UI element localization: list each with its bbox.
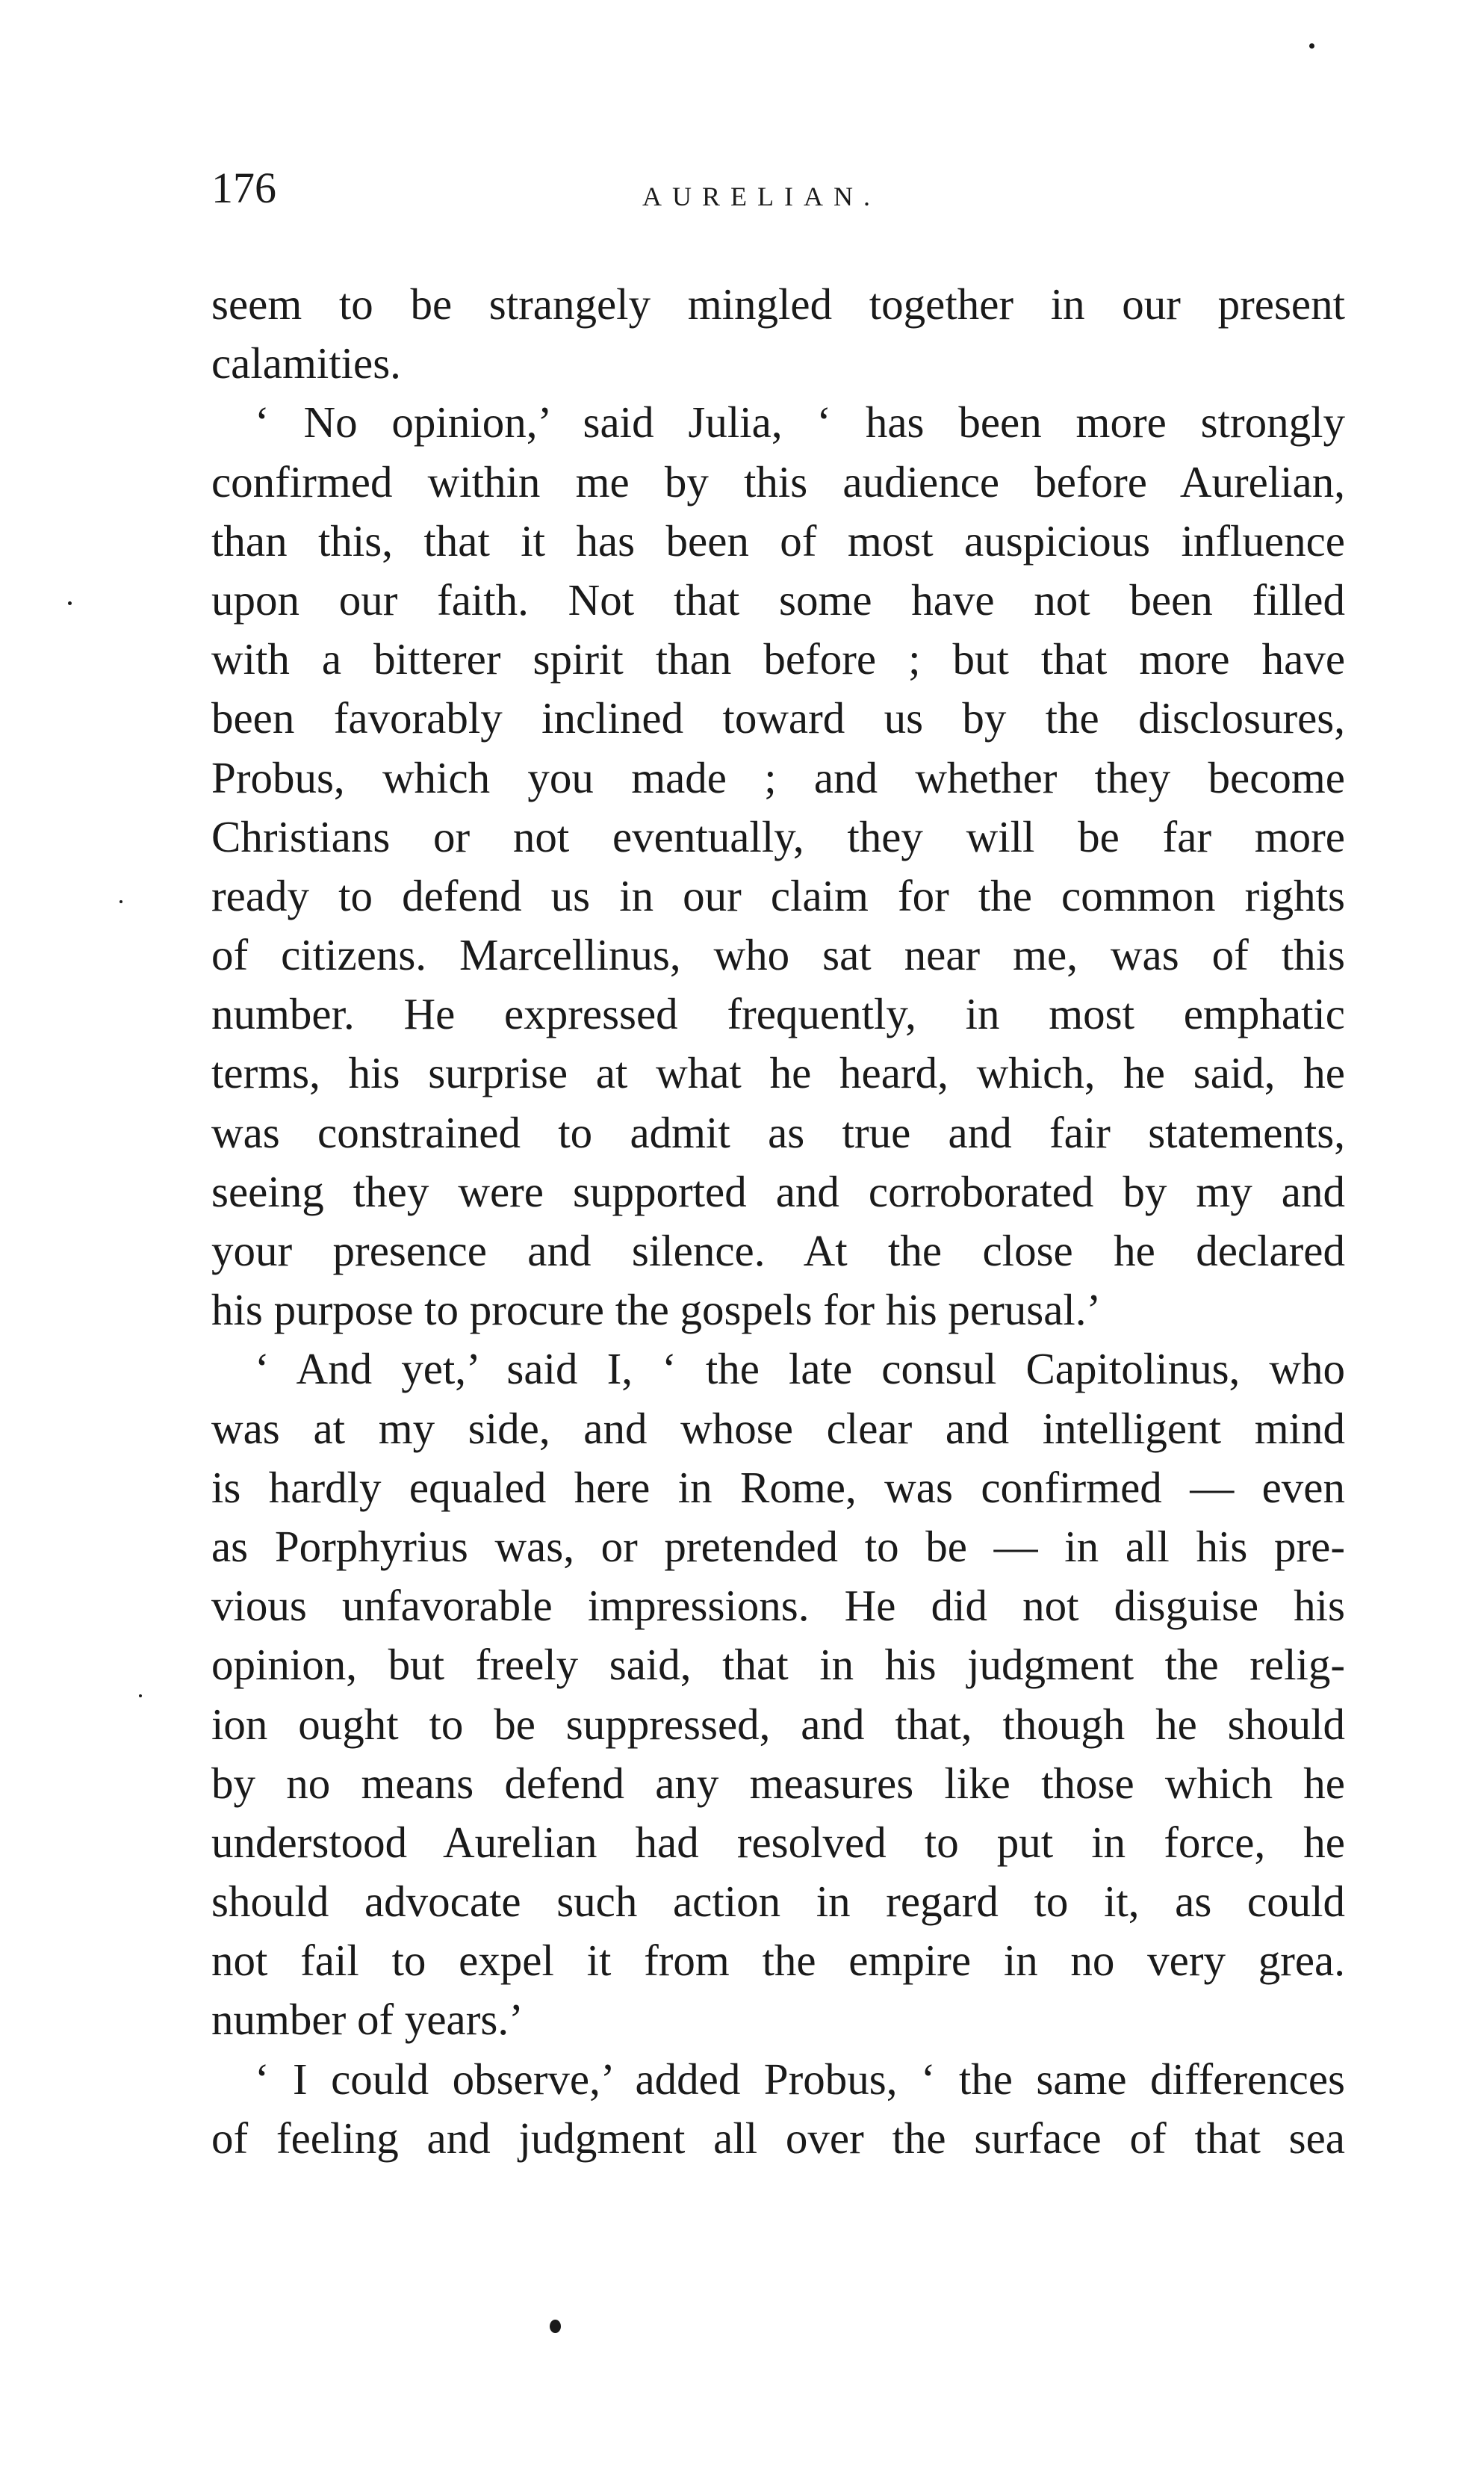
- text-line: number. He expressed frequently, in most emphatic: [211, 989, 1345, 1039]
- text-line: was at my side, and whose clear and intelligent mind: [211, 1403, 1345, 1453]
- text-line: his purpose to procure the gospels for his perusal.’: [211, 1285, 1102, 1335]
- text-line: as Porphyrius was, or pretended to be — in all his pre-: [211, 1521, 1345, 1571]
- scan-speck: [68, 601, 72, 605]
- text-line: ‘ And yet,’ said I, ‘ the late consul Capitolinus, who: [255, 1344, 1345, 1394]
- text-line: not fail to expel it from the empire in no very grea.: [211, 1936, 1345, 1986]
- text-line: should advocate such action in regard to it, as could: [211, 1877, 1345, 1927]
- running-title: AURELIAN.: [642, 182, 881, 211]
- text-line: your presence and silence. At the close he declared: [211, 1226, 1345, 1275]
- text-line: confirmed within me by this audience before Aurelian,: [211, 456, 1345, 507]
- text-line: seeing they were supported and corroborated by my and: [211, 1166, 1345, 1216]
- scan-speck: [1309, 43, 1314, 49]
- text-line: with a bitterer spirit than before ; but that more have: [211, 634, 1345, 684]
- text-line: calamities.: [211, 338, 401, 388]
- text-line: understood Aurelian had resolved to put in force, he: [211, 1817, 1345, 1867]
- page-number: 176: [211, 164, 276, 212]
- text-line: opinion, but freely said, that in his judgment the relig-: [211, 1640, 1345, 1690]
- text-line: by no means defend any measures like those which he: [211, 1758, 1345, 1808]
- text-line: of citizens. Marcellinus, who sat near me, was of this: [211, 930, 1345, 980]
- text-line: number of years.’: [211, 1995, 524, 2045]
- scan-speck: [139, 1694, 142, 1697]
- scan-speck: [119, 900, 122, 903]
- text-line: ion ought to be suppressed, and that, though he should: [211, 1699, 1345, 1749]
- text-line: seem to be strangely mingled together in our present: [211, 279, 1345, 329]
- text-line: ready to defend us in our claim for the common rights: [211, 870, 1345, 920]
- body-text: [211, 275, 1345, 2168]
- text-line: vious unfavorable impressions. He did not disguise his: [211, 1581, 1345, 1631]
- printer-mark: [550, 2320, 561, 2333]
- text-line: of feeling and judgment all over the surface of that sea: [211, 2113, 1345, 2163]
- text-line: was constrained to admit as true and fair statements,: [211, 1107, 1345, 1157]
- text-line: Probus, which you made ; and whether they become: [211, 752, 1345, 802]
- text-line: Christians or not eventually, they will be far more: [211, 811, 1345, 861]
- text-line: terms, his surprise at what he heard, which, he said, he: [211, 1048, 1345, 1098]
- text-line: upon our faith. Not that some have not been filled: [211, 574, 1345, 625]
- text-line: is hardly equaled here in Rome, was confirmed — even: [211, 1462, 1345, 1512]
- text-line: ‘ I could observe,’ added Probus, ‘ the same differences: [255, 2054, 1345, 2104]
- text-line: ‘ No opinion,’ said Julia, ‘ has been more strongly: [255, 397, 1345, 447]
- text-line: been favorably inclined toward us by the disclosures,: [211, 693, 1345, 743]
- text-line: than this, that it has been of most auspicious influence: [211, 515, 1345, 566]
